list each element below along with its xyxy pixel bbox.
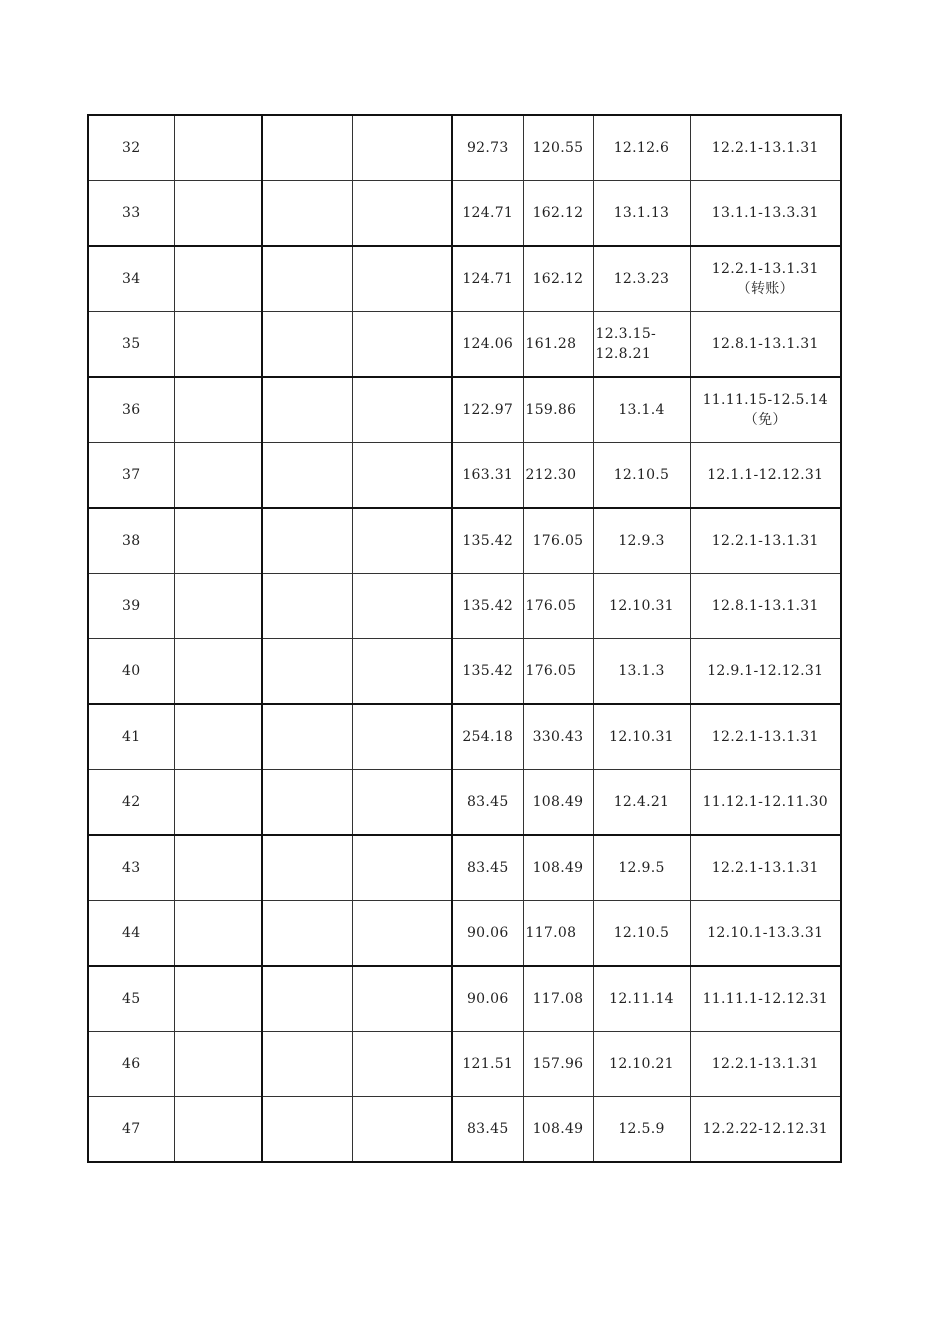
- empty-cell[interactable]: [174, 246, 262, 312]
- empty-cell[interactable]: [174, 1032, 262, 1097]
- period-cell[interactable]: [690, 901, 841, 967]
- area-cell[interactable]: 83.45: [452, 1097, 523, 1163]
- amount-cell[interactable]: 176.05: [523, 508, 593, 574]
- area-cell[interactable]: 135.42: [452, 574, 523, 639]
- empty-cell[interactable]: [352, 312, 452, 378]
- pay-date-line: 12.9.3: [618, 533, 665, 549]
- empty-cell[interactable]: [174, 901, 262, 967]
- table-row: [88, 377, 841, 443]
- empty-cell[interactable]: [352, 1097, 452, 1163]
- row-number-cell[interactable]: 47: [88, 1097, 174, 1163]
- empty-cell[interactable]: [262, 443, 352, 509]
- pay-date-line: 13.1.4: [618, 402, 665, 418]
- area-cell[interactable]: 254.18: [452, 704, 523, 770]
- table-row: [88, 639, 841, 705]
- amount-cell[interactable]: 176.05: [523, 639, 593, 705]
- pay-date-cell[interactable]: [593, 246, 690, 312]
- period-cell[interactable]: [690, 639, 841, 705]
- amount-cell[interactable]: 330.43: [523, 704, 593, 770]
- pay-date-line: 12.9.5: [618, 860, 665, 876]
- period-cell[interactable]: [690, 966, 841, 1032]
- empty-cell[interactable]: [174, 115, 262, 181]
- empty-cell[interactable]: [352, 508, 452, 574]
- row-number-cell[interactable]: 37: [88, 443, 174, 509]
- empty-cell[interactable]: [262, 312, 352, 378]
- amount-cell[interactable]: 176.05: [523, 574, 593, 639]
- pay-date-line: 12.4.21: [613, 794, 670, 810]
- row-number-cell[interactable]: 41: [88, 704, 174, 770]
- pay-date-line: 12.8.21: [595, 346, 652, 362]
- amount-cell[interactable]: 117.08: [523, 966, 593, 1032]
- pay-date-line: 12.10.31: [609, 729, 674, 745]
- period-text: 12.8.1-13.1.31: [711, 336, 819, 352]
- amount-cell[interactable]: 162.12: [523, 246, 593, 312]
- empty-cell[interactable]: [174, 181, 262, 247]
- empty-cell[interactable]: [262, 835, 352, 901]
- table-row: [88, 508, 841, 574]
- period-cell[interactable]: [690, 704, 841, 770]
- area-cell[interactable]: 124.71: [452, 181, 523, 247]
- pay-date-line: 13.1.3: [618, 663, 665, 679]
- period-cell[interactable]: [690, 770, 841, 836]
- row-number-cell[interactable]: 45: [88, 966, 174, 1032]
- period-cell[interactable]: [690, 115, 841, 181]
- table-body: [88, 115, 841, 1162]
- row-number-cell[interactable]: 39: [88, 574, 174, 639]
- empty-cell[interactable]: [174, 639, 262, 705]
- pay-date-cell[interactable]: [593, 966, 690, 1032]
- period-cell[interactable]: [690, 574, 841, 639]
- pay-date-line: 12.11.14: [609, 991, 674, 1007]
- amount-cell[interactable]: 108.49: [523, 835, 593, 901]
- pay-date-line: 12.10.5: [613, 925, 670, 941]
- table-row: [88, 115, 841, 181]
- period-cell[interactable]: [690, 181, 841, 247]
- empty-cell[interactable]: [352, 835, 452, 901]
- empty-cell[interactable]: [352, 181, 452, 247]
- empty-cell[interactable]: [262, 966, 352, 1032]
- pay-date-cell[interactable]: [593, 770, 690, 836]
- area-cell[interactable]: 122.97: [452, 377, 523, 443]
- table-row: [88, 181, 841, 247]
- amount-cell[interactable]: 159.86: [523, 377, 593, 443]
- period-text: 11.11.1-12.12.31: [702, 991, 828, 1007]
- table-row: [88, 1032, 841, 1097]
- table-row: [88, 312, 841, 378]
- empty-cell[interactable]: [352, 443, 452, 509]
- empty-cell[interactable]: [174, 835, 262, 901]
- empty-cell[interactable]: [352, 966, 452, 1032]
- area-cell[interactable]: 90.06: [452, 901, 523, 967]
- empty-cell[interactable]: [262, 574, 352, 639]
- empty-cell[interactable]: [174, 704, 262, 770]
- empty-cell[interactable]: [262, 770, 352, 836]
- area-cell[interactable]: 92.73: [452, 115, 523, 181]
- pay-date-cell[interactable]: [593, 181, 690, 247]
- empty-cell[interactable]: [262, 901, 352, 967]
- row-number-cell[interactable]: 38: [88, 508, 174, 574]
- period-text: 13.1.1-13.3.31: [711, 205, 819, 221]
- pay-date-cell[interactable]: [593, 377, 690, 443]
- empty-cell[interactable]: [174, 312, 262, 378]
- table-row: [88, 704, 841, 770]
- empty-cell[interactable]: [352, 1032, 452, 1097]
- empty-cell[interactable]: [352, 574, 452, 639]
- row-number-cell[interactable]: 35: [88, 312, 174, 378]
- row-number-cell[interactable]: 42: [88, 770, 174, 836]
- pay-date-cell[interactable]: [593, 901, 690, 967]
- row-number-cell[interactable]: 46: [88, 1032, 174, 1097]
- pay-date-cell[interactable]: [593, 115, 690, 181]
- amount-cell[interactable]: 212.30: [523, 443, 593, 509]
- empty-cell[interactable]: [262, 508, 352, 574]
- empty-cell[interactable]: [262, 639, 352, 705]
- empty-cell[interactable]: [352, 377, 452, 443]
- area-cell[interactable]: 135.42: [452, 508, 523, 574]
- period-cell[interactable]: [690, 1032, 841, 1097]
- area-cell[interactable]: 121.51: [452, 1032, 523, 1097]
- row-number-cell[interactable]: 34: [88, 246, 174, 312]
- empty-cell[interactable]: [262, 377, 352, 443]
- amount-cell[interactable]: 117.08: [523, 901, 593, 967]
- amount-cell[interactable]: 108.49: [523, 1097, 593, 1163]
- empty-cell[interactable]: [262, 1032, 352, 1097]
- area-cell[interactable]: 124.06: [452, 312, 523, 378]
- data-table: [87, 114, 842, 1163]
- pay-date-line: 12.10.5: [613, 467, 670, 483]
- empty-cell[interactable]: [174, 574, 262, 639]
- empty-cell[interactable]: [174, 770, 262, 836]
- row-number-cell[interactable]: 32: [88, 115, 174, 181]
- period-text: 12.2.1-13.1.31: [711, 533, 819, 549]
- amount-cell[interactable]: 157.96: [523, 1032, 593, 1097]
- period-text: 12.2.1-13.1.31: [711, 261, 819, 277]
- amount-cell[interactable]: 108.49: [523, 770, 593, 836]
- empty-cell[interactable]: [262, 704, 352, 770]
- pay-date-line: 12.12.6: [613, 140, 670, 156]
- empty-cell[interactable]: [352, 246, 452, 312]
- empty-cell[interactable]: [262, 1097, 352, 1163]
- period-note: （免）: [743, 412, 787, 428]
- pay-date-cell[interactable]: [593, 704, 690, 770]
- pay-date-line: 12.3.23: [613, 271, 670, 287]
- period-cell[interactable]: [690, 377, 841, 443]
- row-number-cell[interactable]: 40: [88, 639, 174, 705]
- period-text: 12.9.1-12.12.31: [707, 663, 824, 679]
- pay-date-cell[interactable]: [593, 1032, 690, 1097]
- empty-cell[interactable]: [262, 246, 352, 312]
- table-row: [88, 966, 841, 1032]
- period-text: 12.2.22-12.12.31: [702, 1121, 828, 1137]
- pay-date-line: 12.3.15-: [595, 326, 657, 342]
- table-row: [88, 835, 841, 901]
- table-row: [88, 901, 841, 967]
- period-text: 12.2.1-13.1.31: [711, 729, 819, 745]
- pay-date-cell[interactable]: [593, 574, 690, 639]
- area-cell[interactable]: 135.42: [452, 639, 523, 705]
- pay-date-line: 12.10.21: [609, 1056, 674, 1072]
- period-note: （转账）: [736, 281, 794, 297]
- table-row: [88, 246, 841, 312]
- area-cell[interactable]: 83.45: [452, 770, 523, 836]
- pay-date-line: 12.10.31: [609, 598, 674, 614]
- pay-date-cell[interactable]: [593, 1097, 690, 1163]
- pay-date-cell[interactable]: [593, 639, 690, 705]
- empty-cell[interactable]: [352, 901, 452, 967]
- empty-cell[interactable]: [174, 1097, 262, 1163]
- empty-cell[interactable]: [352, 770, 452, 836]
- period-text: 12.1.1-12.12.31: [707, 467, 824, 483]
- table-row: [88, 574, 841, 639]
- amount-cell[interactable]: 161.28: [523, 312, 593, 378]
- period-cell[interactable]: [690, 443, 841, 509]
- empty-cell[interactable]: [174, 443, 262, 509]
- period-text: 12.2.1-13.1.31: [711, 1056, 819, 1072]
- area-cell[interactable]: 83.45: [452, 835, 523, 901]
- table-row: [88, 443, 841, 509]
- period-cell[interactable]: [690, 508, 841, 574]
- empty-cell[interactable]: [352, 639, 452, 705]
- row-number-cell[interactable]: 43: [88, 835, 174, 901]
- spreadsheet-sheet: [87, 114, 840, 1163]
- pay-date-cell[interactable]: [593, 312, 690, 378]
- period-text: 12.2.1-13.1.31: [711, 140, 819, 156]
- period-text: 12.8.1-13.1.31: [711, 598, 819, 614]
- period-cell[interactable]: [690, 246, 841, 312]
- area-cell[interactable]: 163.31: [452, 443, 523, 509]
- empty-cell[interactable]: [174, 508, 262, 574]
- row-number-cell[interactable]: 36: [88, 377, 174, 443]
- area-cell[interactable]: 124.71: [452, 246, 523, 312]
- pay-date-cell[interactable]: [593, 508, 690, 574]
- table-row: [88, 770, 841, 836]
- period-cell[interactable]: [690, 835, 841, 901]
- row-number-cell[interactable]: 44: [88, 901, 174, 967]
- period-text: 12.2.1-13.1.31: [711, 860, 819, 876]
- amount-cell[interactable]: 162.12: [523, 181, 593, 247]
- period-text: 11.12.1-12.11.30: [702, 794, 828, 810]
- period-cell[interactable]: [690, 1097, 841, 1163]
- empty-cell[interactable]: [174, 966, 262, 1032]
- empty-cell[interactable]: [174, 377, 262, 443]
- empty-cell[interactable]: [352, 704, 452, 770]
- area-cell[interactable]: 90.06: [452, 966, 523, 1032]
- pay-date-cell[interactable]: [593, 835, 690, 901]
- empty-cell[interactable]: [262, 181, 352, 247]
- row-number-cell[interactable]: 33: [88, 181, 174, 247]
- amount-cell[interactable]: 120.55: [523, 115, 593, 181]
- pay-date-line: 12.5.9: [618, 1121, 665, 1137]
- table-row: [88, 1097, 841, 1163]
- empty-cell[interactable]: [352, 115, 452, 181]
- pay-date-cell[interactable]: [593, 443, 690, 509]
- empty-cell[interactable]: [262, 115, 352, 181]
- period-cell[interactable]: [690, 312, 841, 378]
- period-text: 12.10.1-13.3.31: [707, 925, 824, 941]
- period-text: 11.11.15-12.5.14: [702, 392, 828, 408]
- pay-date-line: 13.1.13: [613, 205, 670, 221]
